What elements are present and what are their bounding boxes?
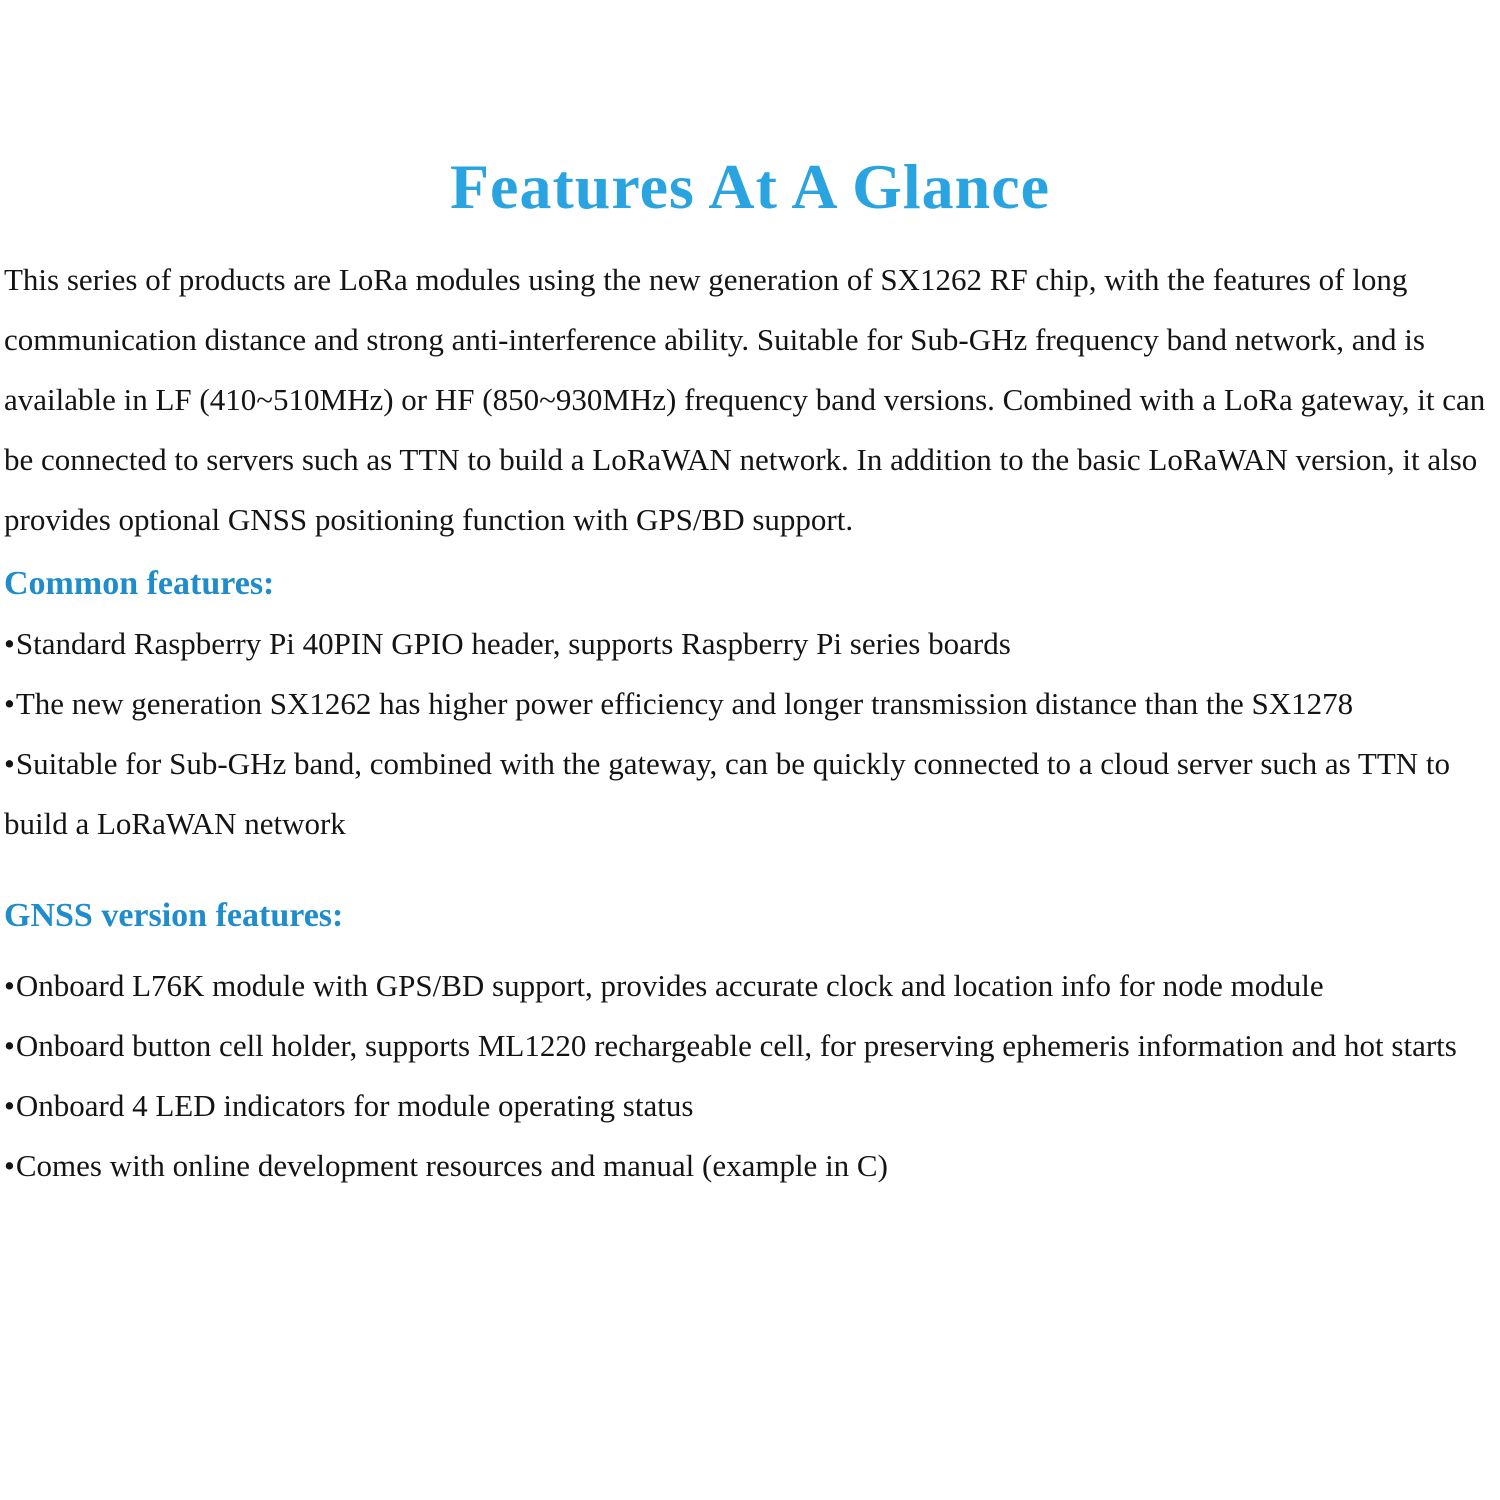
list-item [4, 1016, 1496, 1076]
list-item-text: The new generation SX1262 has higher power efficiency and longer transmission distance than the SX1278 [15, 686, 1354, 721]
gnss-features-list [4, 956, 1496, 1196]
bullet-icon: • [4, 1088, 15, 1123]
list-item-text: Onboard L76K module with GPS/BD support, provides accurate clock and location info for node module [15, 968, 1324, 1003]
list-item-text: Onboard button cell holder, supports ML1220 rechargeable cell, for preserving ephemeris information and hot starts [15, 1028, 1457, 1063]
section-heading-gnss-version-features: GNSS version features: [4, 897, 344, 934]
list-item [4, 1136, 1496, 1196]
list-item-text: Comes with online development resources and manual (example in C) [15, 1148, 888, 1183]
bullet-icon: • [4, 968, 15, 1003]
bullet-icon: • [4, 626, 15, 661]
page-title: Features At A Glance [449, 151, 1051, 222]
bullet-icon: • [4, 686, 15, 721]
list-item [4, 734, 1496, 854]
list-item-text: Onboard 4 LED indicators for module operating status [15, 1088, 694, 1123]
list-item [4, 956, 1496, 1016]
bullet-icon: • [4, 1148, 15, 1183]
list-item-text: Standard Raspberry Pi 40PIN GPIO header, supports Raspberry Pi series boards [15, 626, 1011, 661]
list-item [4, 614, 1496, 674]
list-item-text: Suitable for Sub-GHz band, combined with the gateway, can be quickly connected to a cloud server such as TTN to build a LoRaWAN network [4, 746, 1451, 841]
intro-paragraph: This series of products are LoRa modules using the new generation of SX1262 RF chip, with the features of long communication distance and strong anti-interference ability. Suitable for Sub-GHz frequency band network, and is available in LF (410~510MHz) or HF (850~930MHz) frequency band versions. Combined with a LoRa gateway, it can be connected to servers such as TTN to build a LoRaWAN network. In addition to the basic LoRaWAN version, it also provides optional GNSS positioning function with GPS/BD support. [4, 262, 1486, 537]
section-heading-common-features: Common features: [4, 565, 275, 602]
list-item [4, 1076, 1496, 1136]
list-item [4, 674, 1496, 734]
common-features-list [4, 614, 1496, 854]
bullet-icon: • [4, 746, 15, 781]
bullet-icon: • [4, 1028, 15, 1063]
